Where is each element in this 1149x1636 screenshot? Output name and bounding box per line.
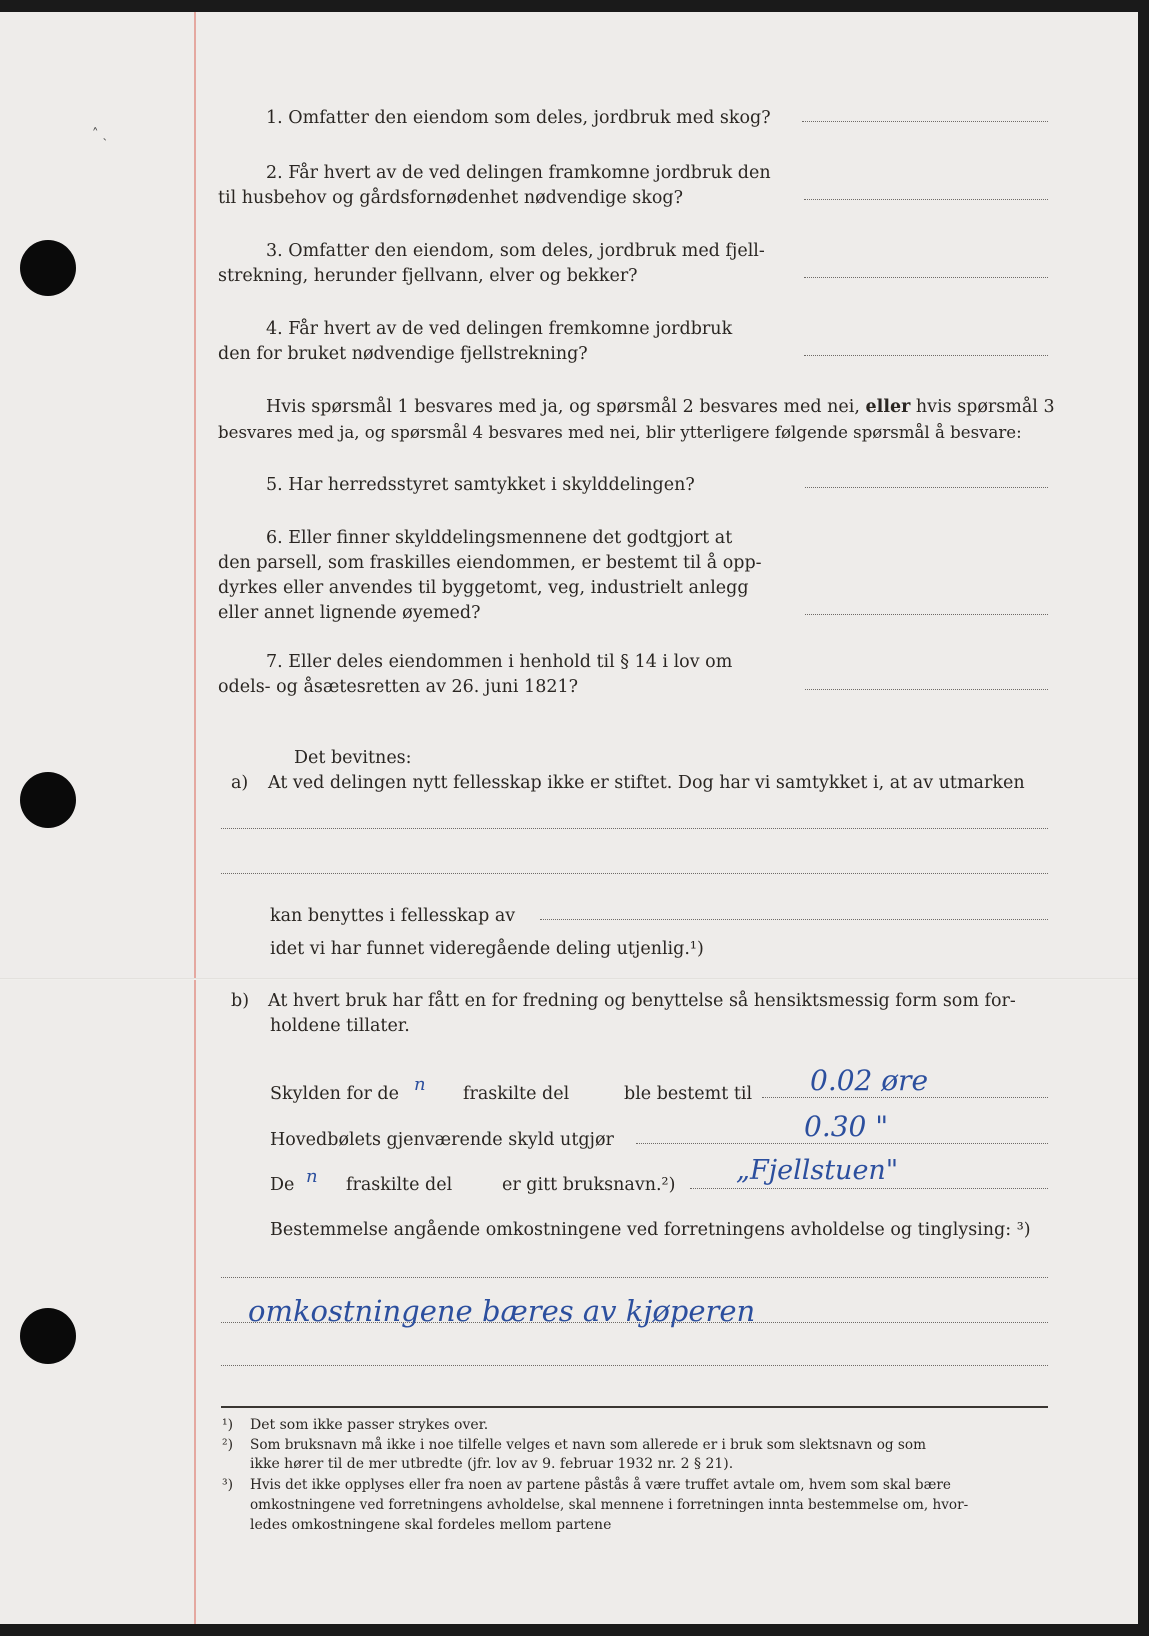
margin-line — [194, 12, 196, 1624]
question-6-line-2: den parsell, som fraskilles eiendommen, er bestemt til å opp- — [218, 553, 762, 573]
question-6-line-3: dyrkes eller anvendes til byggetomt, veg, industrielt anlegg — [218, 578, 749, 598]
answer-line-5[interactable] — [805, 487, 1048, 488]
attest-a-label: a) — [231, 773, 249, 793]
question-7-line-1: 7. Eller deles eiendommen i henhold til § 14 i lov om — [266, 652, 733, 672]
footnote-3-line-1: Hvis det ikke opplyses eller fra noen av partene påstås å være truffet avtale om, hvem som skal bære — [250, 1477, 951, 1493]
punch-hole — [20, 240, 76, 296]
question-4-line-1: 4. Får hvert av de ved delingen fremkomne jordbruk — [266, 319, 733, 339]
cost-label: Bestemmelse angående omkostningene ved forretningens avholdelse og tinglysing: ³) — [270, 1220, 1031, 1240]
condition-line-2: besvares med ja, og spørsmål 4 besvares med nei, blir ytterligere følgende spørsmål å besvare: — [218, 423, 1022, 442]
strike-mark-2: n — [306, 1166, 318, 1187]
attest-finding: idet vi har funnet videregående deling utjenlig.¹) — [270, 939, 704, 959]
question-2-line-1: 2. Får hvert av de ved delingen framkomne jordbruk den — [266, 163, 771, 183]
navn-label-a: De — [270, 1175, 295, 1195]
footnote-2-line-2: ikke hører til de mer utbredte (jfr. lov av 9. februar 1932 nr. 2 § 21). — [250, 1456, 734, 1472]
question-6-line-1: 6. Eller finner skylddelingsmennene det godtgjort at — [266, 528, 733, 548]
strike-mark: n — [414, 1074, 426, 1095]
footnote-rule — [221, 1406, 1048, 1408]
footnote-3-mark: ³) — [222, 1477, 234, 1493]
document-page — [0, 12, 1138, 1624]
skyld-value-line[interactable] — [762, 1097, 1048, 1098]
attest-b-label: b) — [231, 991, 250, 1011]
condition-bold: eller — [865, 397, 911, 417]
question-3-line-2: strekning, herunder fjellvann, elver og bekker? — [218, 266, 638, 286]
question-2-line-2: til husbehov og gårdsfornødenhet nødvendige skog? — [218, 188, 683, 208]
navn-label-c: er gitt bruksnavn.²) — [502, 1175, 676, 1195]
cost-value: omkostningene bæres av kjøperen — [248, 1294, 756, 1328]
skyld-label-b: fraskilte del — [463, 1084, 570, 1104]
hoved-value-line[interactable] — [636, 1143, 1048, 1144]
footnote-1-mark: ¹) — [222, 1417, 234, 1433]
punch-hole — [20, 1308, 76, 1364]
answer-line-2[interactable] — [804, 199, 1048, 200]
navn-label-b: fraskilte del — [346, 1175, 453, 1195]
hoved-value: 0.30 " — [804, 1110, 889, 1143]
skyld-label-a: Skylden for de — [270, 1084, 399, 1104]
question-5: 5. Har herredsstyret samtykket i skylddelingen? — [266, 475, 695, 495]
condition-line-1 — [266, 394, 1055, 420]
condition-text-b: hvis spørsmål 3 — [915, 397, 1055, 417]
hoved-label: Hovedbølets gjenværende skyld utgjør — [270, 1130, 614, 1150]
cost-line-1[interactable] — [221, 1277, 1048, 1278]
footnote-3-line-2: omkostningene ved forretningens avholdelse, skal mennene i forretningen innta bestemmelse om, hvor- — [250, 1497, 969, 1513]
navn-value: „Fjellstuen" — [736, 1155, 899, 1186]
answer-line-7[interactable] — [805, 689, 1048, 690]
question-6-line-4: eller annet lignende øyemed? — [218, 603, 481, 623]
punch-hole — [20, 772, 76, 828]
question-1: 1. Omfatter den eiendom som deles, jordbruk med skog? — [266, 108, 771, 128]
common-use-line[interactable] — [540, 919, 1048, 920]
cost-line-3[interactable] — [221, 1365, 1048, 1366]
answer-line-3[interactable] — [804, 277, 1048, 278]
attest-heading: Det bevitnes: — [294, 748, 412, 768]
answer-line-6[interactable] — [805, 614, 1048, 615]
pencil-mark-icon: ˄ ˏ — [92, 127, 107, 142]
footnote-1: Det som ikke passer strykes over. — [250, 1417, 489, 1433]
question-3-line-1: 3. Omfatter den eiendom, som deles, jordbruk med fjell- — [266, 241, 765, 261]
footnote-3-line-3: ledes omkostningene skal fordeles mellom partene — [250, 1517, 612, 1533]
question-7-line-2: odels- og åsætesretten av 26. juni 1821? — [218, 677, 578, 697]
attest-common-label: kan benyttes i fellesskap av — [270, 906, 516, 926]
answer-line-1[interactable] — [802, 121, 1048, 122]
attest-b-line-1: At hvert bruk har fått en for fredning og benyttelse så hensiktsmessig form som for- — [268, 991, 1016, 1011]
footnote-2-line-1: Som bruksnavn må ikke i noe tilfelle velges et navn som allerede er i bruk som slektsnavn og som — [250, 1437, 926, 1453]
attest-a-text: At ved delingen nytt fellesskap ikke er stiftet. Dog har vi samtykket i, at av utmarken — [268, 773, 1025, 793]
footnote-2-mark: ²) — [222, 1437, 234, 1453]
navn-value-line[interactable] — [690, 1188, 1048, 1189]
page-fold — [0, 978, 1138, 980]
answer-line-4[interactable] — [804, 355, 1048, 356]
attest-b-line-2: holdene tillater. — [270, 1016, 410, 1036]
skyld-value: 0.02 øre — [810, 1064, 929, 1097]
condition-text-a: Hvis spørsmål 1 besvares med ja, og spørsmål 2 besvares med nei, — [266, 397, 860, 417]
utmark-line-1[interactable] — [221, 828, 1048, 829]
utmark-line-2[interactable] — [221, 873, 1048, 874]
question-4-line-2: den for bruket nødvendige fjellstrekning? — [218, 344, 588, 364]
skyld-label-c: ble bestemt til — [624, 1084, 753, 1104]
